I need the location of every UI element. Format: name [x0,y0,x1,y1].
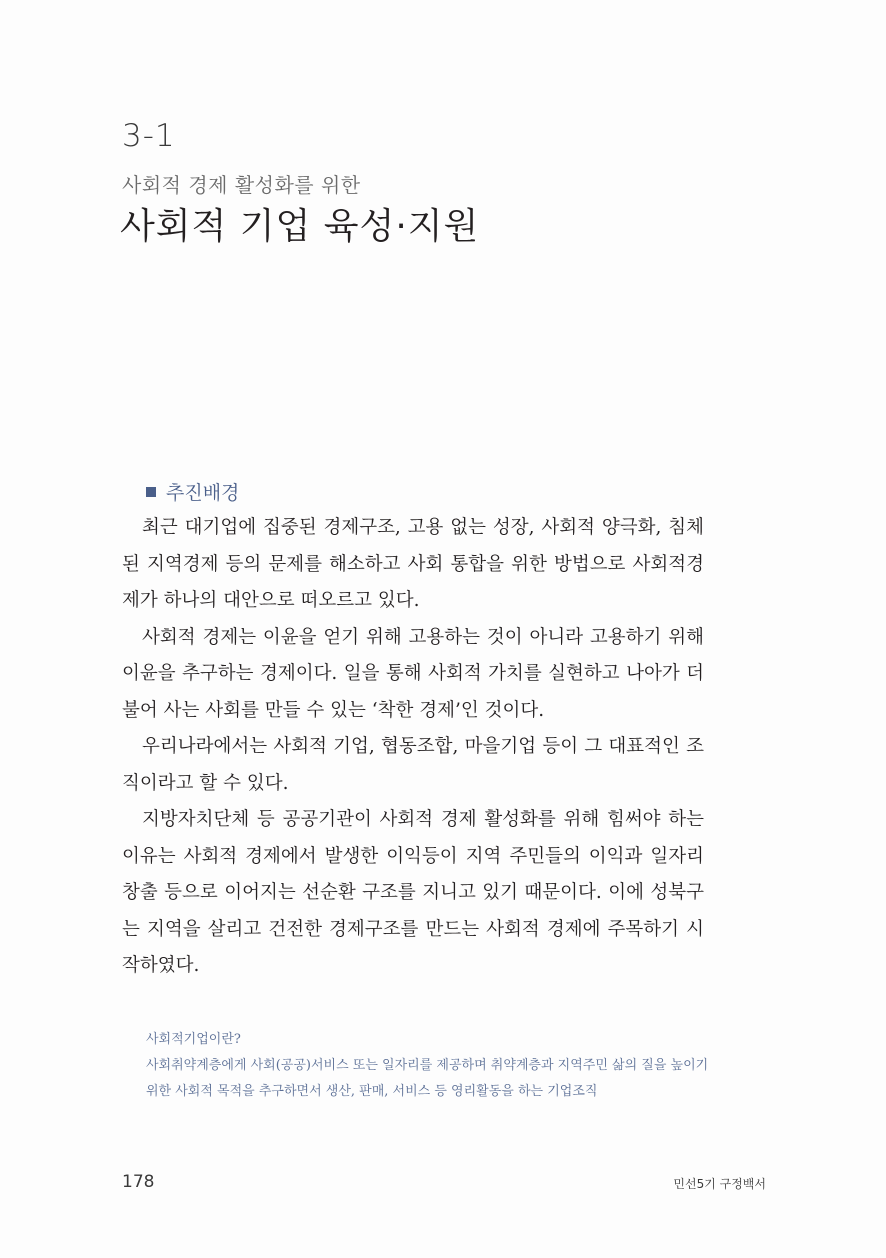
book-title: 민선5기 구정백서 [673,1177,766,1191]
note-text: 사회취약계층에게 사회(공공)서비스 또는 일자리를 제공하며 취약계층과 지역주민 삶의 질을 높이기 위한 사회적 목적을 추구하면서 생산, 판매, 서비스 등 영리활동을 하는 기업조직 [146,1058,709,1099]
chapter-number: 3-1 [122,118,176,154]
note-title: 사회적기업이란? [146,1032,241,1047]
square-bullet-icon [146,487,156,497]
paragraph: 우리나라에서는 사회적 기업, 협동조합, 마을기업 등이 그 대표적인 조직이라고 할 수 있다. [122,736,704,794]
definition-note [146,1027,716,1105]
paragraph: 최근 대기업에 집중된 경제구조, 고용 없는 성장, 사회적 양극화, 침체된 지역경제 등의 문제를 해소하고 사회 통합을 위한 방법으로 사회적경제가 하나의 대안으로 떠오르고 있다. [122,517,704,611]
paragraph: 지방자치단체 등 공공기관이 사회적 경제 활성화를 위해 힘써야 하는 이유는 사회적 경제에서 발생한 이익등이 지역 주민들의 이익과 일자리 창출 등으로 이어지는 선순환 구조를 지니고 있기 때문이다. 이에 성북구는 지역을 살리고 건전한 경제구조를 만드는 사회적 경제에 주목하기 시작하였다. [122,809,704,976]
page-title: 사회적 기업 육성·지원 [120,206,480,247]
paragraph: 사회적 경제는 이윤을 얻기 위해 고용하는 것이 아니라 고용하기 위해 이윤을 추구하는 경제이다. 일을 통해 사회적 가치를 실현하고 나아가 더불어 사는 사회를 만들 수 있는 ‘착한 경제’인 것이다. [122,626,704,721]
chapter-subtitle: 사회적 경제 활성화를 위한 [122,173,361,197]
body-text [122,510,704,985]
page-number: 178 [122,1172,155,1192]
section-heading [146,478,239,505]
section-heading-label: 추진배경 [166,482,240,504]
